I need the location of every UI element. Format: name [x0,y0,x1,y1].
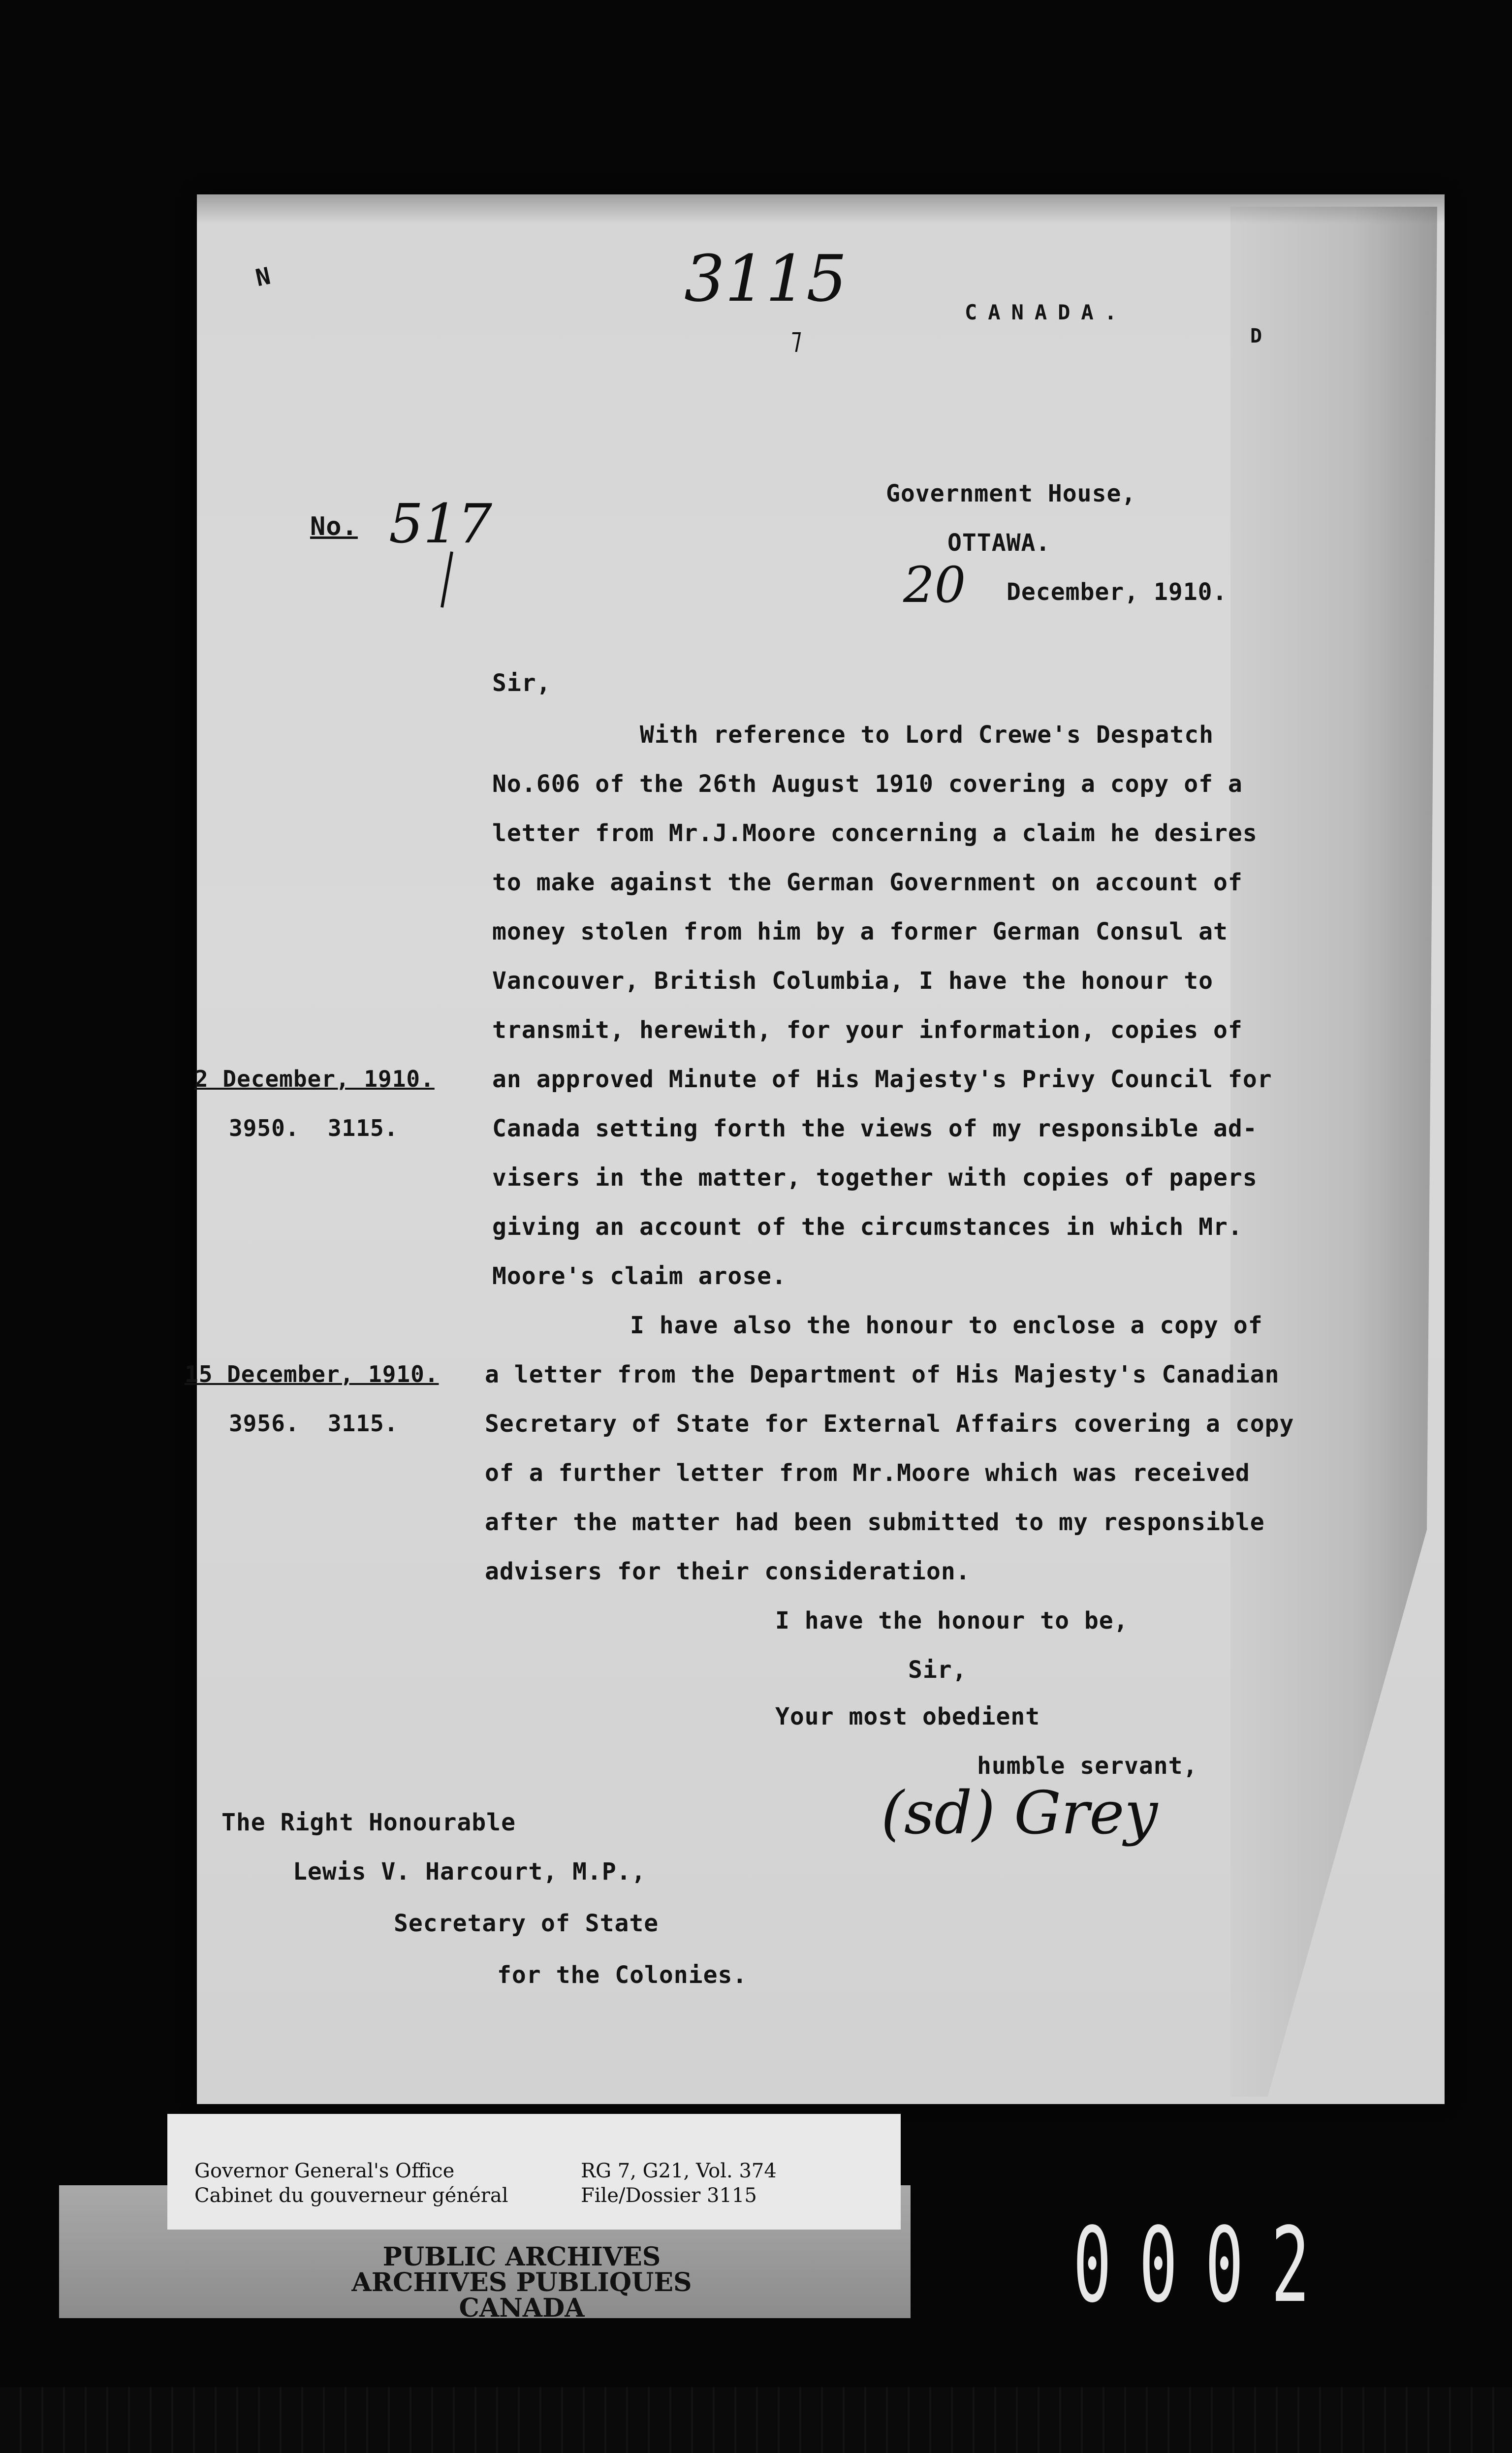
paragraph-1-line: transmit, herewith, for your information, copies of [492,1016,1243,1044]
paragraph-1-line: an approved Minute of His Majesty's Privy Council for [492,1066,1272,1093]
date-day-handwritten: 20 [903,556,966,614]
paragraph-1-line: With reference to Lord Crewe's Despatch [640,721,1214,749]
file-tick-mark: ˥ [788,325,802,359]
salutation: Sir, [492,669,551,697]
file-reference: File/Dossier 3115 [581,2184,757,2207]
paragraph-1-line: giving an account of the circumstances in which Mr. [492,1213,1243,1241]
film-frame-number: 0002 [1073,2205,1337,2326]
addressee-line: Secretary of State [394,1910,659,1937]
paragraph-1-line: money stolen from him by a former German Consul at [492,918,1228,945]
margin-ref-date: 2 December, 1910. [194,1066,435,1092]
closing-line: Your most obedient [775,1703,1040,1730]
margin-ref-numbers: 3950. 3115. [229,1115,399,1141]
archive-stamp-line: ARCHIVES PUBLIQUES [351,2267,692,2297]
dot-mark: D [1250,325,1263,347]
addressee-line: The Right Honourable [221,1809,516,1836]
paragraph-2-line: Secretary of State for External Affairs covering a copy [485,1410,1294,1438]
closing-line: Sir, [908,1656,967,1684]
paragraph-2-line: of a further letter from Mr.Moore which was received [485,1459,1250,1487]
date-text: December, 1910. [1007,578,1228,606]
closing-line: humble servant, [977,1752,1198,1780]
corner-mark: N [253,262,274,292]
number-label: No. [310,512,358,541]
number-handwritten: 517 [389,492,492,555]
file-number-handwritten: 3115 [684,241,847,316]
archive-stamp-line: CANADA [459,2293,585,2323]
paragraph-1-line: Canada setting forth the views of my responsible ad- [492,1115,1258,1142]
office-name-french: Cabinet du gouverneur général [194,2184,508,2207]
paragraph-1-line: No.606 of the 26th August 1910 covering a copy of a [492,770,1243,798]
closing-line: I have the honour to be, [775,1607,1129,1635]
addressee-line: for the Colonies. [497,1961,748,1989]
country-heading: CANADA. [965,300,1128,324]
paragraph-2-line: after the matter had been submitted to my responsible [485,1509,1265,1536]
paragraph-1-line: visers in the matter, together with copies of papers [492,1164,1258,1192]
paragraph-2-line: I have also the honour to enclose a copy of [630,1312,1263,1339]
margin-ref-numbers: 3956. 3115. [229,1410,399,1437]
paragraph-1-line: to make against the German Government on account of [492,869,1243,896]
paragraph-1-line: letter from Mr.J.Moore concerning a claim he desires [492,819,1258,847]
archive-stamp-line: PUBLIC ARCHIVES [382,2242,661,2272]
addressee-line: Lewis V. Harcourt, M.P., [293,1858,646,1886]
paragraph-2-line: a letter from the Department of His Majesty's Canadian [485,1361,1280,1388]
paragraph-1-line: Moore's claim arose. [492,1262,787,1290]
signature: (sd) Grey [881,1779,1158,1848]
sender-line-1: Government House, [886,480,1136,507]
sender-line-2: OTTAWA. [947,529,1051,557]
margin-ref-date: 15 December, 1910. [185,1361,439,1387]
page-edge-shadow [197,194,1445,224]
paragraph-2-line: advisers for their consideration. [485,1558,971,1585]
office-name-english: Governor General's Office [194,2160,455,2182]
archive-reference: RG 7, G21, Vol. 374 [581,2160,777,2182]
film-border [0,2387,1512,2453]
paragraph-1-line: Vancouver, British Columbia, I have the honour to [492,967,1214,995]
